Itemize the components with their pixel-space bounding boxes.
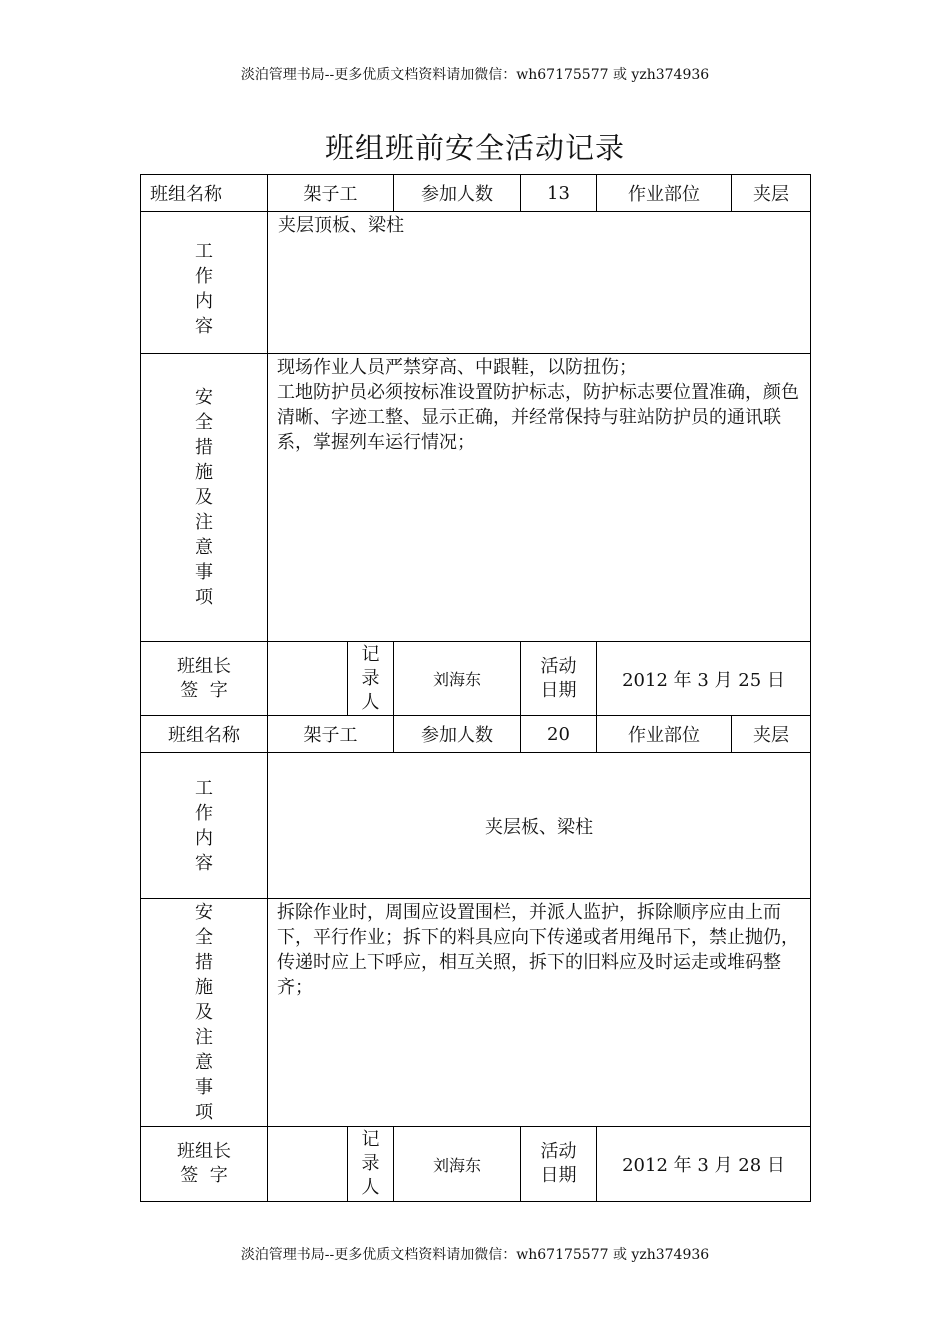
team-name-value: 架子工 — [268, 175, 394, 212]
work-location-label: 作业部位 — [597, 175, 732, 212]
record-1-signature-row — [141, 642, 811, 716]
work-content-value: 夹层板、梁柱 — [268, 753, 811, 899]
safety-measures-value: 拆除作业时，周围应设置围栏，并派人监护，拆除顺序应由上而下，平行作业；拆下的料具应向下传递或者用绳吊下，禁止抛仍，传递时应上下呼应，相互关照，拆下的旧料应及时运走或堆码整齐； — [268, 899, 811, 1127]
participants-value: 13 — [521, 175, 597, 212]
record-1-work-content-row — [141, 212, 811, 354]
team-name-value: 架子工 — [268, 716, 394, 753]
recorder-label: 记 录 人 — [348, 1127, 394, 1202]
activity-date-label: 活动 日期 — [521, 1127, 597, 1202]
work-content-label: 工 作 内 容 — [141, 212, 268, 354]
participants-value: 20 — [521, 716, 597, 753]
team-name-label: 班组名称 — [141, 175, 268, 212]
footer-note: 淡泊管理书局--更多优质文档资料请加微信：wh67175577 或 yzh374936 — [240, 1247, 710, 1263]
recorder-value: 刘海东 — [394, 642, 521, 716]
activity-record-table — [140, 174, 811, 1202]
record-2-safety-row — [141, 899, 811, 1127]
recorder-value: 刘海东 — [394, 1127, 521, 1202]
work-content-value: 夹层顶板、梁柱 — [268, 212, 811, 354]
team-name-label: 班组名称 — [141, 716, 268, 753]
recorder-label: 记 录 人 — [348, 642, 394, 716]
record-2-work-content-row — [141, 753, 811, 899]
record-2-header-row — [141, 716, 811, 753]
activity-date-value: 2012 年 3 月 25 日 — [597, 642, 811, 716]
leader-signature-value — [268, 1127, 348, 1202]
work-location-value: 夹层 — [732, 175, 811, 212]
record-1-header-row — [141, 175, 811, 212]
leader-signature-label: 班组长 签 字 — [141, 642, 268, 716]
safety-measures-value: 现场作业人员严禁穿高、中跟鞋，以防扭伤； 工地防护员必须按标准设置防护标志，防护标志要位置准确，颜色清晰、字迹工整、显示正确，并经常保持与驻站防护员的通讯联系，掌握列车运行情况； — [268, 354, 811, 642]
activity-date-value: 2012 年 3 月 28 日 — [597, 1127, 811, 1202]
record-1-safety-row — [141, 354, 811, 642]
safety-measures-label: 安 全 措 施 及 注 意 事 项 — [141, 899, 268, 1127]
activity-date-label: 活动 日期 — [521, 642, 597, 716]
work-location-label: 作业部位 — [597, 716, 732, 753]
participants-label: 参加人数 — [394, 716, 521, 753]
record-2-signature-row — [141, 1127, 811, 1202]
work-location-value: 夹层 — [732, 716, 811, 753]
leader-signature-label: 班组长 签 字 — [141, 1127, 268, 1202]
page-title: 班组班前安全活动记录 — [324, 131, 625, 165]
participants-label: 参加人数 — [394, 175, 521, 212]
leader-signature-value — [268, 642, 348, 716]
header-note: 淡泊管理书局--更多优质文档资料请加微信：wh67175577 或 yzh374936 — [240, 67, 710, 83]
work-content-label: 工 作 内 容 — [141, 753, 268, 899]
safety-measures-label: 安 全 措 施 及 注 意 事 项 — [141, 354, 268, 642]
